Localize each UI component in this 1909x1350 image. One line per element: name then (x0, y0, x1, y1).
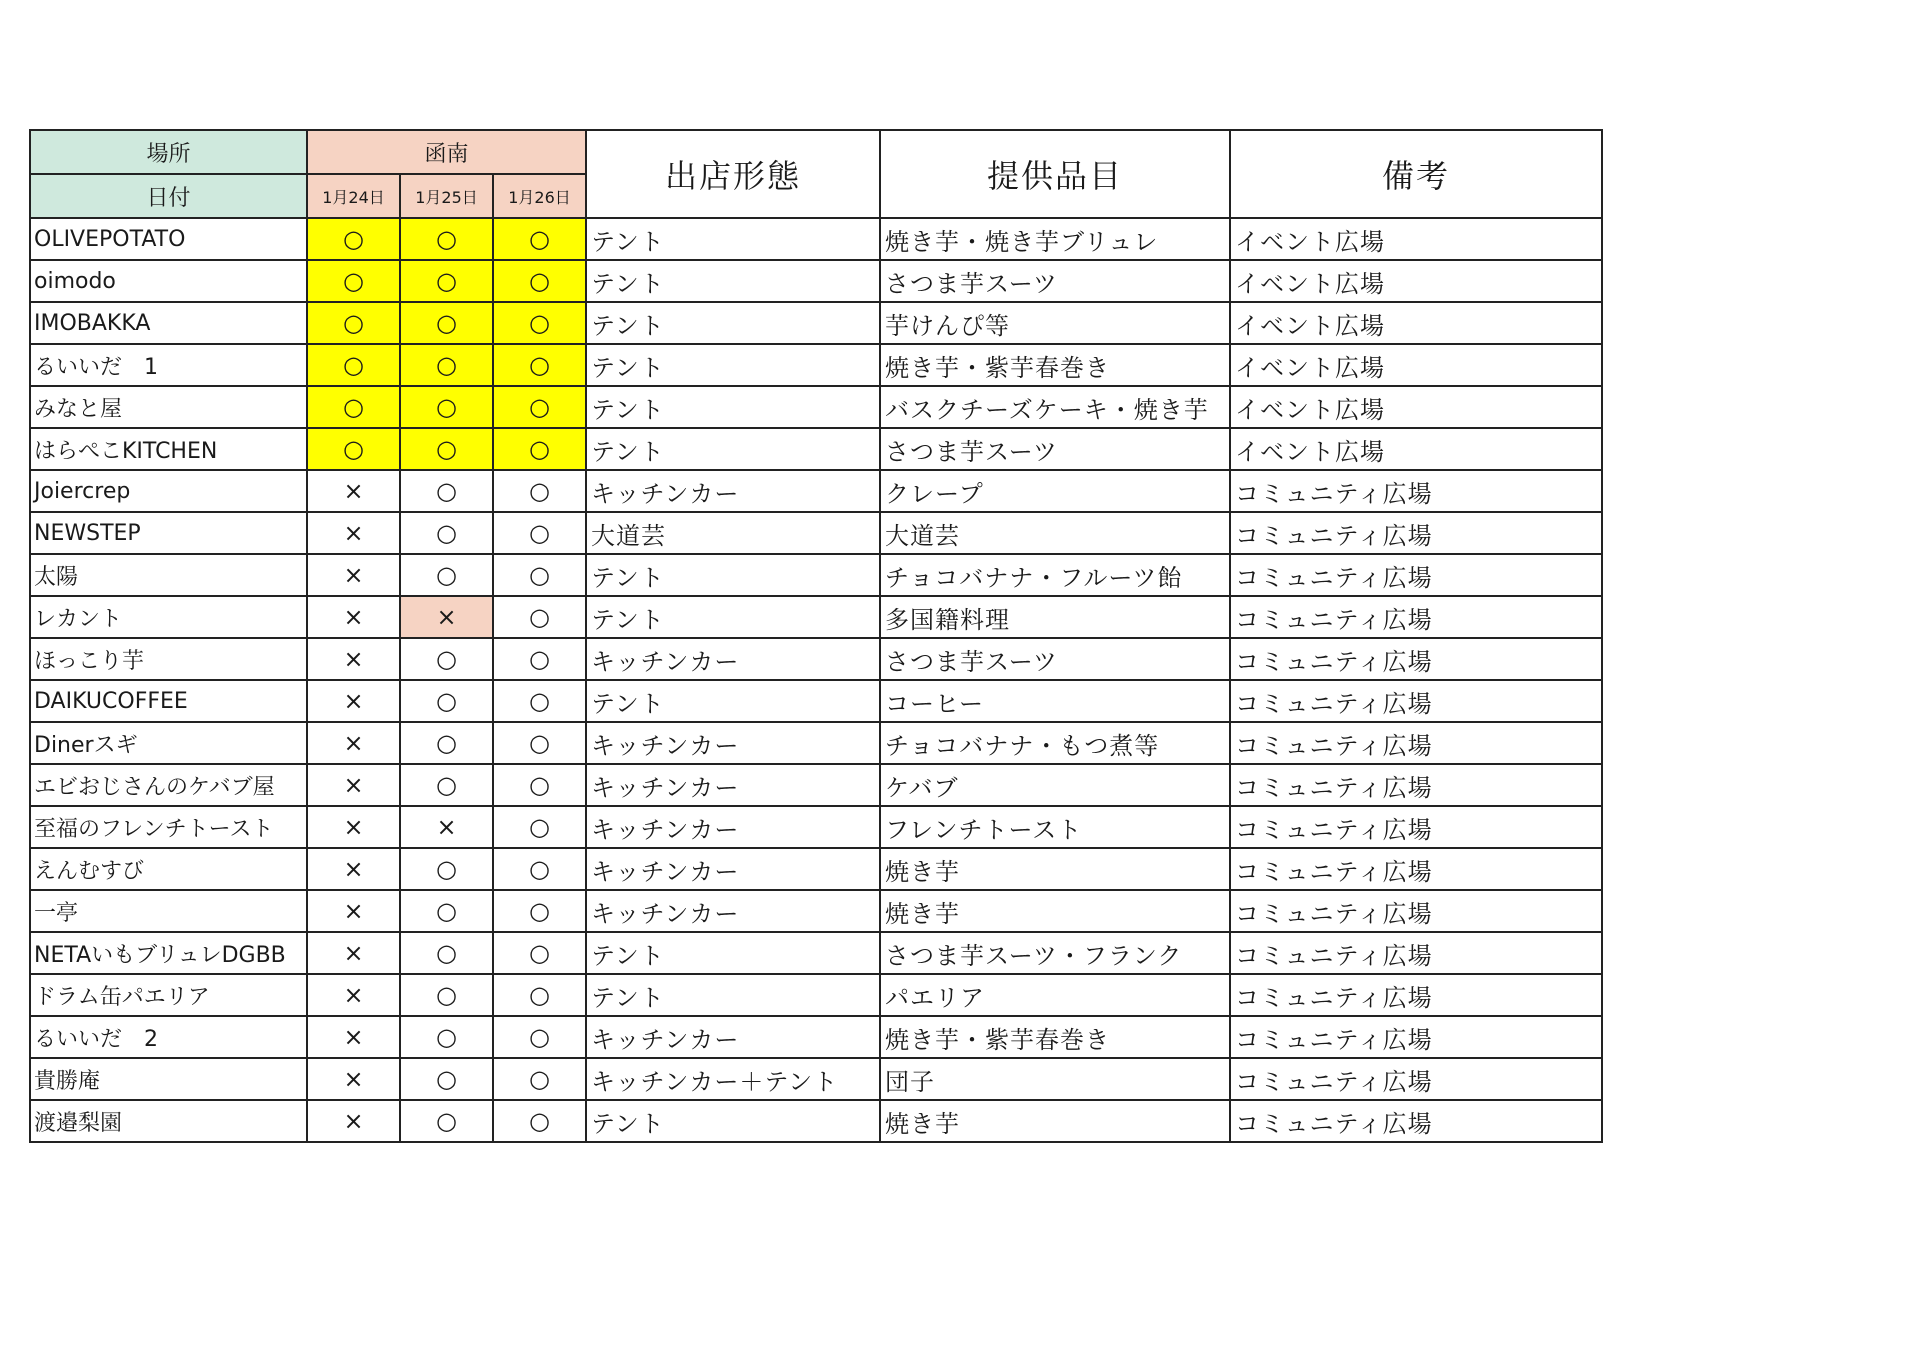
vendor-name-cell: るいいだ 2 (30, 1016, 307, 1058)
table-row (30, 680, 1602, 722)
items-cell: 芋けんぴ等 (880, 302, 1230, 344)
items-cell: バスクチーズケーキ・焼き芋 (880, 386, 1230, 428)
place-header: 場所 (30, 130, 307, 174)
day1-mark-cell: ○ (307, 302, 400, 344)
items-cell: フレンチトースト (880, 806, 1230, 848)
table-row (30, 428, 1602, 470)
note-cell: コミュニティ広場 (1230, 512, 1602, 554)
note-cell: コミュニティ広場 (1230, 596, 1602, 638)
table-row (30, 1016, 1602, 1058)
shop-type-cell: テント (586, 386, 880, 428)
note-cell: コミュニティ広場 (1230, 848, 1602, 890)
note-header: 備考 (1230, 130, 1602, 218)
table-row (30, 218, 1602, 260)
day3-mark-cell: ○ (493, 890, 586, 932)
table-row (30, 764, 1602, 806)
items-cell: 焼き芋 (880, 890, 1230, 932)
items-cell: 焼き芋 (880, 848, 1230, 890)
table-row (30, 848, 1602, 890)
note-cell: イベント広場 (1230, 344, 1602, 386)
day2-mark-cell: ○ (400, 428, 493, 470)
table-row (30, 890, 1602, 932)
day2-mark-cell: ○ (400, 302, 493, 344)
items-cell: 焼き芋・焼き芋ブリュレ (880, 218, 1230, 260)
shop-type-cell: テント (586, 302, 880, 344)
note-cell: コミュニティ広場 (1230, 1100, 1602, 1142)
day1-mark-cell: × (307, 1058, 400, 1100)
shop-type-cell: テント (586, 1100, 880, 1142)
day3-mark-cell: ○ (493, 596, 586, 638)
day1-mark-cell: × (307, 974, 400, 1016)
day2-mark-cell: ○ (400, 932, 493, 974)
day2-mark-cell: ○ (400, 1058, 493, 1100)
note-cell: イベント広場 (1230, 428, 1602, 470)
table-row (30, 806, 1602, 848)
shop-type-cell: キッチンカー＋テント (586, 1058, 880, 1100)
table-row (30, 596, 1602, 638)
day3-mark-cell: ○ (493, 386, 586, 428)
day2-mark-cell: ○ (400, 974, 493, 1016)
day2-mark-cell: ○ (400, 386, 493, 428)
day2-mark-cell: ○ (400, 1100, 493, 1142)
day-header-3: 1月26日 (493, 174, 586, 218)
day1-mark-cell: × (307, 806, 400, 848)
note-cell: コミュニティ広場 (1230, 1016, 1602, 1058)
shop-type-cell: テント (586, 344, 880, 386)
note-cell: コミュニティ広場 (1230, 638, 1602, 680)
vendor-name-cell: みなと屋 (30, 386, 307, 428)
shop-type-cell: テント (586, 260, 880, 302)
shop-type-cell: テント (586, 974, 880, 1016)
date-header: 日付 (30, 174, 307, 218)
type-header: 出店形態 (586, 130, 880, 218)
day3-mark-cell: ○ (493, 1058, 586, 1100)
vendor-name-cell: NETAいもブリュレDGBB (30, 932, 307, 974)
note-cell: コミュニティ広場 (1230, 764, 1602, 806)
day3-mark-cell: ○ (493, 260, 586, 302)
day2-mark-cell: ○ (400, 638, 493, 680)
items-cell: さつま芋スーツ・フランク (880, 932, 1230, 974)
day1-mark-cell: ○ (307, 218, 400, 260)
shop-type-cell: キッチンカー (586, 890, 880, 932)
items-cell: さつま芋スーツ (880, 638, 1230, 680)
day3-mark-cell: ○ (493, 932, 586, 974)
day3-mark-cell: ○ (493, 806, 586, 848)
vendor-name-cell: 太陽 (30, 554, 307, 596)
note-cell: コミュニティ広場 (1230, 890, 1602, 932)
day3-mark-cell: ○ (493, 638, 586, 680)
items-cell: チョコバナナ・フルーツ飴 (880, 554, 1230, 596)
vendor-name-cell: レカント (30, 596, 307, 638)
vendor-name-cell: NEWSTEP (30, 512, 307, 554)
item-header: 提供品目 (880, 130, 1230, 218)
items-cell: チョコバナナ・もつ煮等 (880, 722, 1230, 764)
day3-mark-cell: ○ (493, 470, 586, 512)
day3-mark-cell: ○ (493, 680, 586, 722)
items-cell: 焼き芋・紫芋春巻き (880, 1016, 1230, 1058)
shop-type-cell: テント (586, 932, 880, 974)
vendor-name-cell: はらぺこKITCHEN (30, 428, 307, 470)
shop-type-cell: テント (586, 428, 880, 470)
table-row (30, 1100, 1602, 1142)
items-cell: さつま芋スーツ (880, 428, 1230, 470)
day2-mark-cell: × (400, 806, 493, 848)
day2-mark-cell: ○ (400, 722, 493, 764)
day3-mark-cell: ○ (493, 764, 586, 806)
day2-mark-cell: ○ (400, 848, 493, 890)
items-cell: コーヒー (880, 680, 1230, 722)
vendor-name-cell: DAIKUCOFFEE (30, 680, 307, 722)
table-row (30, 260, 1602, 302)
shop-type-cell: テント (586, 554, 880, 596)
day3-mark-cell: ○ (493, 218, 586, 260)
vendor-name-cell: ドラム缶パエリア (30, 974, 307, 1016)
shop-type-cell: 大道芸 (586, 512, 880, 554)
items-cell: ケバブ (880, 764, 1230, 806)
vendor-name-cell: 一亭 (30, 890, 307, 932)
vendor-name-cell: 至福のフレンチトースト (30, 806, 307, 848)
note-cell: コミュニティ広場 (1230, 722, 1602, 764)
day2-mark-cell: ○ (400, 680, 493, 722)
items-cell: クレープ (880, 470, 1230, 512)
day1-mark-cell: × (307, 848, 400, 890)
day3-mark-cell: ○ (493, 1100, 586, 1142)
day-header-1: 1月24日 (307, 174, 400, 218)
vendor-name-cell: IMOBAKKA (30, 302, 307, 344)
day3-mark-cell: ○ (493, 428, 586, 470)
vendor-name-cell: Dinerスギ (30, 722, 307, 764)
shop-type-cell: キッチンカー (586, 470, 880, 512)
day1-mark-cell: × (307, 722, 400, 764)
vendor-rows (30, 218, 1602, 1142)
day1-mark-cell: × (307, 890, 400, 932)
area-header: 函南 (307, 130, 586, 174)
note-cell: コミュニティ広場 (1230, 680, 1602, 722)
items-cell: さつま芋スーツ (880, 260, 1230, 302)
note-cell: イベント広場 (1230, 302, 1602, 344)
day2-mark-cell: ○ (400, 344, 493, 386)
shop-type-cell: キッチンカー (586, 848, 880, 890)
items-cell: 団子 (880, 1058, 1230, 1100)
day3-mark-cell: ○ (493, 722, 586, 764)
day1-mark-cell: × (307, 554, 400, 596)
table-row (30, 554, 1602, 596)
vendor-name-cell: エビおじさんのケバブ屋 (30, 764, 307, 806)
shop-type-cell: キッチンカー (586, 764, 880, 806)
day3-mark-cell: ○ (493, 554, 586, 596)
table-row (30, 386, 1602, 428)
note-cell: イベント広場 (1230, 386, 1602, 428)
note-cell: コミュニティ広場 (1230, 1058, 1602, 1100)
table-row (30, 470, 1602, 512)
day1-mark-cell: × (307, 638, 400, 680)
table-row (30, 638, 1602, 680)
day1-mark-cell: × (307, 764, 400, 806)
table-row (30, 722, 1602, 764)
day1-mark-cell: × (307, 932, 400, 974)
shop-type-cell: テント (586, 680, 880, 722)
day2-mark-cell: ○ (400, 1016, 493, 1058)
day1-mark-cell: ○ (307, 260, 400, 302)
table-row (30, 302, 1602, 344)
table-row (30, 344, 1602, 386)
note-cell: コミュニティ広場 (1230, 554, 1602, 596)
day2-mark-cell: ○ (400, 512, 493, 554)
vendor-name-cell: oimodo (30, 260, 307, 302)
day2-mark-cell: ○ (400, 554, 493, 596)
day1-mark-cell: ○ (307, 386, 400, 428)
vendor-schedule-table (29, 129, 1603, 1143)
vendor-name-cell: 渡邉梨園 (30, 1100, 307, 1142)
day1-mark-cell: × (307, 1100, 400, 1142)
header-row-1 (30, 130, 1602, 174)
shop-type-cell: テント (586, 218, 880, 260)
vendor-name-cell: えんむすび (30, 848, 307, 890)
vendor-name-cell: Joiercrep (30, 470, 307, 512)
day2-mark-cell: × (400, 596, 493, 638)
day1-mark-cell: × (307, 680, 400, 722)
items-cell: 多国籍料理 (880, 596, 1230, 638)
day1-mark-cell: × (307, 596, 400, 638)
note-cell: コミュニティ広場 (1230, 932, 1602, 974)
vendor-name-cell: ほっこり芋 (30, 638, 307, 680)
day1-mark-cell: × (307, 512, 400, 554)
vendor-name-cell: るいいだ 1 (30, 344, 307, 386)
note-cell: イベント広場 (1230, 218, 1602, 260)
vendor-name-cell: OLIVEPOTATO (30, 218, 307, 260)
items-cell: 焼き芋 (880, 1100, 1230, 1142)
table-row (30, 512, 1602, 554)
shop-type-cell: キッチンカー (586, 722, 880, 764)
items-cell: 焼き芋・紫芋春巻き (880, 344, 1230, 386)
day3-mark-cell: ○ (493, 974, 586, 1016)
day1-mark-cell: ○ (307, 428, 400, 470)
note-cell: イベント広場 (1230, 260, 1602, 302)
day1-mark-cell: × (307, 470, 400, 512)
shop-type-cell: テント (586, 596, 880, 638)
day2-mark-cell: ○ (400, 890, 493, 932)
items-cell: パエリア (880, 974, 1230, 1016)
table-row (30, 932, 1602, 974)
day1-mark-cell: × (307, 1016, 400, 1058)
note-cell: コミュニティ広場 (1230, 974, 1602, 1016)
day2-mark-cell: ○ (400, 764, 493, 806)
shop-type-cell: キッチンカー (586, 806, 880, 848)
day3-mark-cell: ○ (493, 344, 586, 386)
day3-mark-cell: ○ (493, 512, 586, 554)
day2-mark-cell: ○ (400, 470, 493, 512)
note-cell: コミュニティ広場 (1230, 470, 1602, 512)
shop-type-cell: キッチンカー (586, 1016, 880, 1058)
day3-mark-cell: ○ (493, 1016, 586, 1058)
table-row (30, 974, 1602, 1016)
day3-mark-cell: ○ (493, 848, 586, 890)
day2-mark-cell: ○ (400, 218, 493, 260)
shop-type-cell: キッチンカー (586, 638, 880, 680)
note-cell: コミュニティ広場 (1230, 806, 1602, 848)
vendor-name-cell: 貴勝庵 (30, 1058, 307, 1100)
items-cell: 大道芸 (880, 512, 1230, 554)
day-header-2: 1月25日 (400, 174, 493, 218)
day2-mark-cell: ○ (400, 260, 493, 302)
table-row (30, 1058, 1602, 1100)
day1-mark-cell: ○ (307, 344, 400, 386)
day3-mark-cell: ○ (493, 302, 586, 344)
